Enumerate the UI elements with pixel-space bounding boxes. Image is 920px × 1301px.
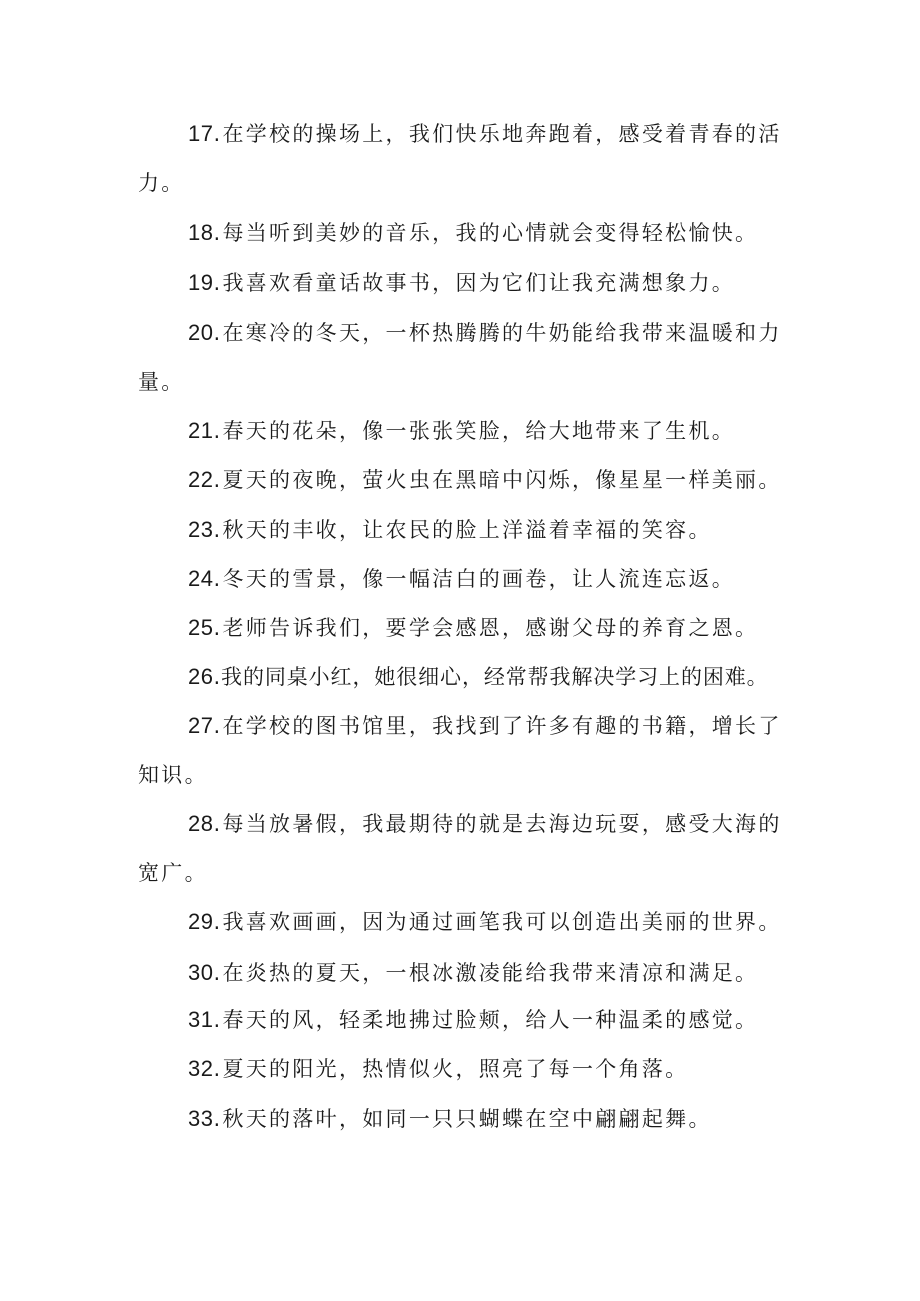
sentence-text: .每当放暑假，我最期待的就是去海边玩耍，感受大海的 [213, 812, 782, 836]
sentence-line [188, 563, 735, 593]
sentence-text: .在学校的图书馆里，我找到了许多有趣的书籍，增长了 [213, 714, 782, 738]
sentence-line [188, 612, 758, 642]
sentence-text: .秋天的落叶，如同一只只蝴蝶在空中翩翩起舞。 [213, 1107, 712, 1131]
sentence-24 [138, 563, 798, 595]
sentence-31 [138, 1004, 798, 1036]
sentence-number: 24 [188, 566, 214, 591]
sentence-number: 31 [188, 1007, 214, 1032]
sentence-22 [138, 464, 798, 496]
sentence-continuation: 量。 [138, 370, 185, 394]
sentence-28 [138, 808, 798, 888]
sentence-number: 30 [188, 960, 214, 985]
sentence-continuation: 力。 [138, 171, 185, 195]
sentence-18 [138, 217, 798, 249]
sentence-20 [138, 317, 798, 397]
sentence-text: .我的同桌小红，她很细心，经常帮我解决学习上的困难。 [213, 665, 769, 689]
sentence-number: 20 [188, 320, 214, 345]
sentence-line [188, 415, 735, 445]
sentence-text: .冬天的雪景，像一幅洁白的画卷，让人流连忘返。 [213, 567, 736, 591]
sentence-27 [138, 710, 798, 790]
sentence-line [188, 317, 782, 347]
sentence-line [188, 957, 758, 987]
sentence-number: 18 [188, 220, 214, 245]
sentence-number: 17 [188, 121, 214, 146]
sentence-text: .在炎热的夏天，一根冰激凌能给我带来清凉和满足。 [213, 961, 759, 985]
sentence-number: 22 [188, 467, 214, 492]
sentence-text: .春天的花朵，像一张张笑脸，给大地带来了生机。 [213, 419, 736, 443]
sentence-32 [138, 1053, 798, 1085]
sentence-line [188, 661, 769, 691]
sentence-29 [138, 906, 798, 938]
sentence-line [188, 1004, 758, 1034]
sentence-26 [138, 661, 798, 693]
sentence-continuation: 知识。 [138, 763, 208, 787]
sentence-line [188, 808, 782, 838]
sentence-text: .春天的风，轻柔地拂过脸颊，给人一种温柔的感觉。 [213, 1008, 759, 1032]
sentence-text: .在学校的操场上，我们快乐地奔跑着，感受着青春的活 [213, 122, 782, 146]
sentence-number: 28 [188, 811, 214, 836]
sentence-text: .秋天的丰收，让农民的脸上洋溢着幸福的笑容。 [213, 518, 712, 542]
sentence-17 [138, 118, 798, 198]
sentence-number: 25 [188, 615, 214, 640]
sentence-number: 33 [188, 1106, 214, 1131]
sentence-number: 21 [188, 418, 214, 443]
sentence-text: .老师告诉我们，要学会感恩，感谢父母的养育之恩。 [213, 616, 759, 640]
sentence-number: 27 [188, 713, 214, 738]
sentence-text: .在寒冷的冬天，一杯热腾腾的牛奶能给我带来温暖和力 [213, 321, 782, 345]
sentence-number: 19 [188, 270, 214, 295]
sentence-line [188, 1103, 712, 1133]
sentence-number: 26 [188, 664, 214, 689]
sentence-text: .我喜欢画画，因为通过画笔我可以创造出美丽的世界。 [213, 910, 782, 934]
sentence-30 [138, 957, 798, 989]
sentence-line [188, 118, 782, 148]
sentence-line [188, 267, 735, 297]
sentence-text: .每当听到美妙的音乐，我的心情就会变得轻松愉快。 [213, 221, 759, 245]
sentence-21 [138, 415, 798, 447]
sentence-line [188, 710, 782, 740]
sentence-number: 29 [188, 909, 214, 934]
sentence-number: 23 [188, 517, 214, 542]
sentence-line [188, 464, 782, 494]
sentence-line [188, 906, 782, 936]
sentence-19 [138, 267, 798, 299]
sentence-text: .夏天的夜晚，萤火虫在黑暗中闪烁，像星星一样美丽。 [213, 468, 782, 492]
sentence-text: .夏天的阳光，热情似火，照亮了每一个角落。 [213, 1057, 689, 1081]
sentence-25 [138, 612, 798, 644]
sentence-line [188, 514, 712, 544]
sentence-line [188, 217, 758, 247]
sentence-number: 32 [188, 1056, 214, 1081]
sentence-continuation: 宽广。 [138, 861, 208, 885]
sentence-23 [138, 514, 798, 546]
sentence-line [188, 1053, 688, 1083]
sentence-text: .我喜欢看童话故事书，因为它们让我充满想象力。 [213, 271, 736, 295]
sentence-33 [138, 1103, 798, 1135]
